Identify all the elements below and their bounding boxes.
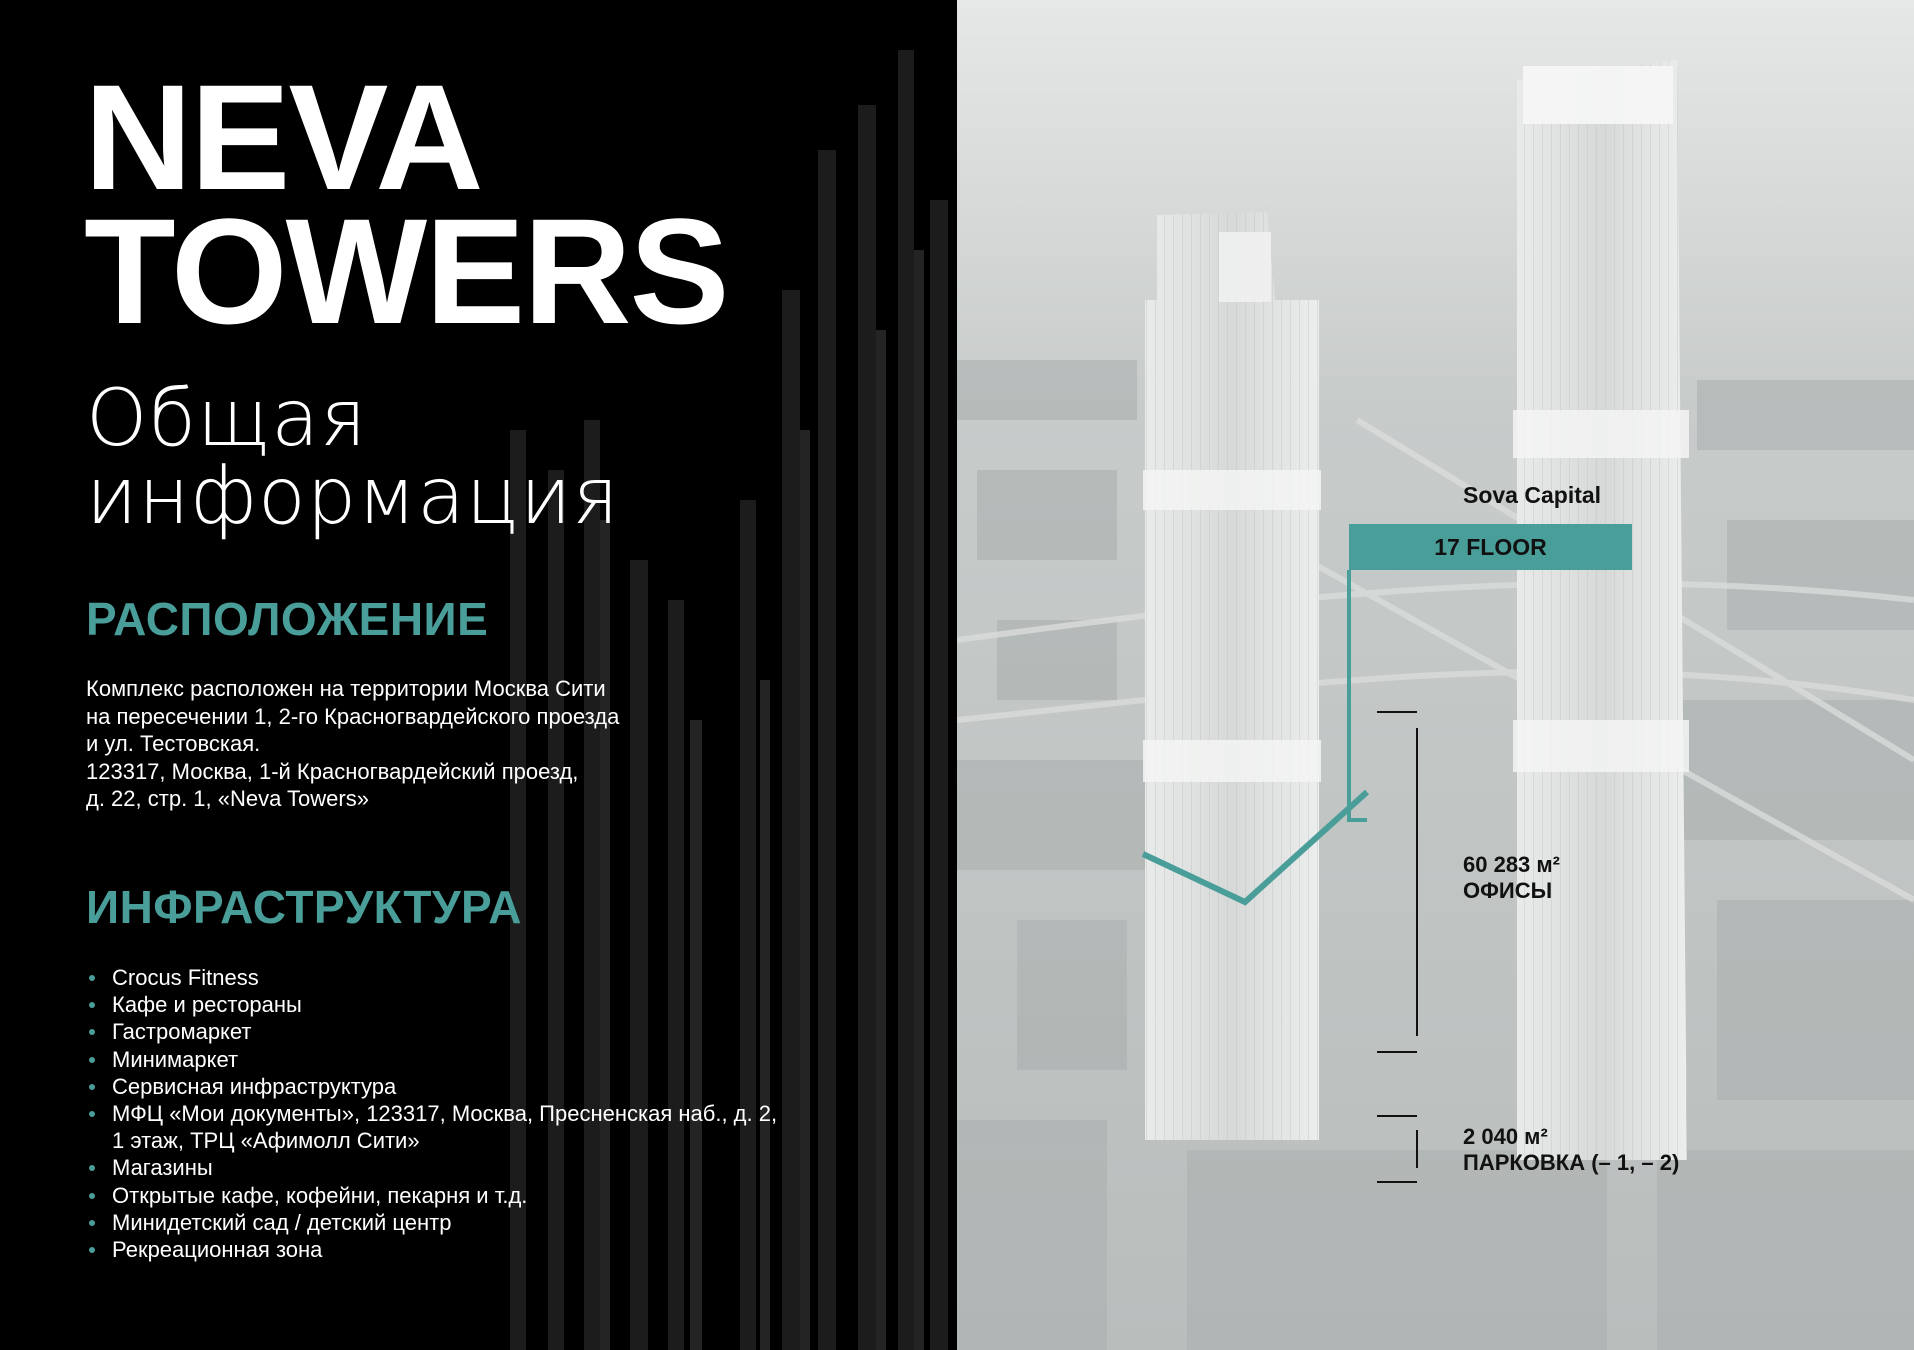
infrastructure-heading: ИНФРАСТРУКТУРА (86, 881, 522, 933)
list-item: Минидетский сад / детский центр (86, 1209, 777, 1236)
list-item: Магазины (86, 1154, 777, 1181)
towers-illustration-panel (957, 0, 1914, 1350)
subtitle-line-2: информация (86, 452, 620, 542)
list-item: Рекреационная зона (86, 1236, 777, 1263)
parking-area-label (1463, 1124, 1679, 1176)
location-line: и ул. Тестовская. (86, 731, 261, 756)
list-item: Кафе и рестораны (86, 991, 777, 1018)
location-line: д. 22, стр. 1, «Neva Towers» (86, 786, 369, 811)
page-subtitle (86, 374, 620, 542)
location-line: Комплекс расположен на территории Москва Сити (86, 676, 606, 701)
offices-area-value: 60 283 м² (1463, 852, 1561, 877)
list-item: Минимаркет (86, 1046, 777, 1073)
list-item: Гастромаркет (86, 1018, 777, 1045)
left-tower (1143, 212, 1321, 1140)
location-description (86, 675, 619, 813)
page-title (84, 53, 728, 355)
infrastructure-list (86, 964, 777, 1263)
subtitle-line-1: Общая (86, 374, 368, 464)
list-item: МФЦ «Мои документы», 123317, Москва, Пресненская наб., д. 2, (86, 1100, 777, 1127)
location-heading: РАСПОЛОЖЕНИЕ (86, 593, 489, 645)
offices-area-caption: ОФИСЫ (1463, 878, 1553, 903)
list-item-continuation: 1 этаж, ТРЦ «Афимолл Сити» (112, 1128, 420, 1154)
right-tower (1513, 60, 1689, 1160)
tenant-label: Sova Capital (1463, 482, 1602, 508)
location-line: 123317, Москва, 1-й Красногвардейский проезд, (86, 758, 579, 784)
list-item: Сервисная инфраструктура (86, 1073, 777, 1100)
location-line: на пересечении 1, 2-го Красногвардейского проезда (86, 703, 620, 729)
title-line-1: NEVA (84, 53, 482, 221)
offices-area-label (1463, 852, 1560, 904)
floor-badge: 17 FLOOR (1349, 524, 1632, 570)
parking-area-caption: ПАРКОВКА (– 1, – 2) (1463, 1150, 1680, 1175)
towers-aerial-image (957, 0, 1914, 1350)
list-item: Открытые кафе, кофейни, пекарня и т.д. (86, 1182, 777, 1209)
list-item: Crocus Fitness (86, 964, 777, 991)
parking-area-value: 2 040 м² (1463, 1124, 1548, 1149)
title-line-2: TOWERS (84, 187, 728, 355)
